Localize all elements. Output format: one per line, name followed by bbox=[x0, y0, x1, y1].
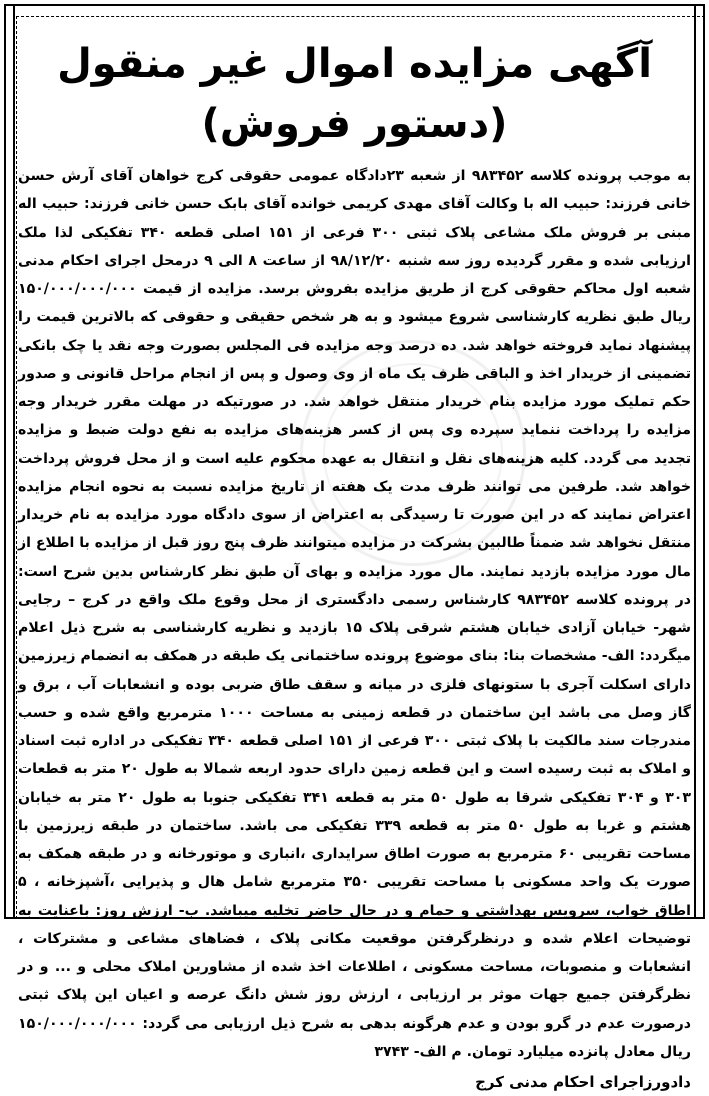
notice-content bbox=[18, 30, 691, 1096]
notice-signature: دادورزاجرای احکام مدنی کرج bbox=[475, 1073, 691, 1091]
notice-body: به موجب پرونده کلاسه ۹۸۳۴۵۲ از شعبه ۲۳دادگاه عمومی حقوقی کرج خواهان آقای آرش حسن خانی فرزند: حبیب اله با وکالت آقای مهدی کریمی خوانده آقای بابک حسن خانی فرزند: حبیب اله مبنی بر فروش ملک مشاعی پلاک ثبتی ۳۰۰ فرعی از ۱۵۱ اصلی قطعه ۳۴۰ تفکیکی لذا ملک ارزیابی شده و مقرر گردیده روز سه شنبه ۹۸/۱۲/۲۰ از ساعت ۸ الی ۹ درمحل اجرای احکام مدنی شعبه اول محاکم حقوقی کرج از طریق مزایده بفروش برسد. مزایده از قیمت ۱۵۰/۰۰۰/۰۰۰/۰۰۰ ریال طبق نظریه کارشناسی شروع میشود و به هر شخص حقیقی و حقوقی که بالاترین قیمت را پیشنهاد نماید فروخته خواهد شد. ده درصد وجه مزایده فی المجلس بصورت وجه نقد یا چک بانکی تضمینی از خریدار اخذ و الباقی ظرف یک ماه از وی وصول و پس از انجام مراحل قانونی و صدور حکم تملیک مورد مزایده بنام خریدار منتقل خواهد شد. در صورتیکه در مهلت مقرر خریدار وجه مزایده را پرداخت ننماید سپرده وی پس از کسر هزینه‌های مزایده به نفع دولت ضبط و مزایده تجدید می گردد. کلیه هزینه‌های نقل و انتقال به عهده محکوم علیه است و از محل فروش پرداخت خواهد شد. طرفین می توانند ظرف مدت یک هفته از تاریخ مزایده نسبت به نحوه انجام مزایده اعتراض نمایند که در این صورت تا رسیدگی به اعتراض از سوی دادگاه مورد مزایده به نام خریدار منتقل نخواهد شد ضمناً طالبین بشرکت در مزایده میتوانند ظرف پنج روز قبل از مزایده با اطلاع از مال مورد مزایده بازدید نمایند. مال مورد مزایده و بهای آن طبق نظر کارشناس بدین شرح است: در پرونده کلاسه ۹۸۳۴۵۲ کارشناس رسمی دادگستری از محل وقوع ملک واقع در کرج – رجایی شهر- خیابان آزادی خیابان هشتم شرقی پلاک ۱۵ بازدید و نظریه کارشناسی به شرح ذیل اعلام میگردد: الف- مشخصات بنا: بنای موضوع پرونده ساختمانی یک طبقه در همکف به انضمام زیرزمین دارای اسکلت آجری با ستونهای فلزی در میانه و سقف طاق ضربی بوده و انشعابات آب ، برق و گاز وصل می باشد این ساختمان در قطعه زمینی به مساحت ۱۰۰۰ مترمربع واقع شده و حسب مندرجات سند مالکیت با پلاک ثبتی ۳۰۰ فرعی از ۱۵۱ اصلی قطعه ۳۴۰ تفکیکی در اداره ثبت اسناد و املاک به ثبت رسیده است و این قطعه زمین دارای حدود اربعه شمالا به طول ۲۰ متر به قطعات ۳۰۳ و ۳۰۴ تفکیکی شرقا به طول ۵۰ متر به قطعه ۳۴۱ تفکیکی جنوبا به طول ۲۰ متر به خیابان هشتم و غربا به طول ۵۰ متر به قطعه ۳۳۹ تفکیکی می باشد. ساختمان در طبقه زیرزمین با مساحت تقریبی ۶۰ مترمربع به صورت اطاق سرایداری ،انباری و موتورخانه و در طبقه همکف به صورت یک واحد مسکونی با مساحت تقریبی ۳۵۰ مترمربع شامل هال و پذیرایی ،آشپزخانه ، ۵ اطاق خواب، سرویس بهداشتی و حمام و در حال حاضر تخلیه میباشد. ب- ارزش روز: باعنایت به توضیحات اعلام شده و درنظرگرفتن موقعیت مکانی پلاک ، فضاهای مشاعی و مشترکات ، انشعابات و منصوبات، مساحت مسکونی ، اطلاعات اخذ شده از مشاورین املاک محلی و ... و در نظرگرفتن جمیع جهات موثر بر ارزیابی ، ارزش روز شش دانگ عرصه و اعیان این پلاک ثبتی درصورت عدم در گرو بودن و عدم هرگونه بدهی به شرح ذیل ارزیابی می گردد: ۱۵۰/۰۰۰/۰۰۰/۰۰۰ ریال معادل پانزده میلیارد تومان. م الف- ۳۷۴۳ bbox=[18, 168, 692, 1060]
left-border-line bbox=[13, 6, 15, 917]
notice-title: آگهی مزایده اموال غیر منقول (دستور فروش) bbox=[57, 41, 652, 147]
